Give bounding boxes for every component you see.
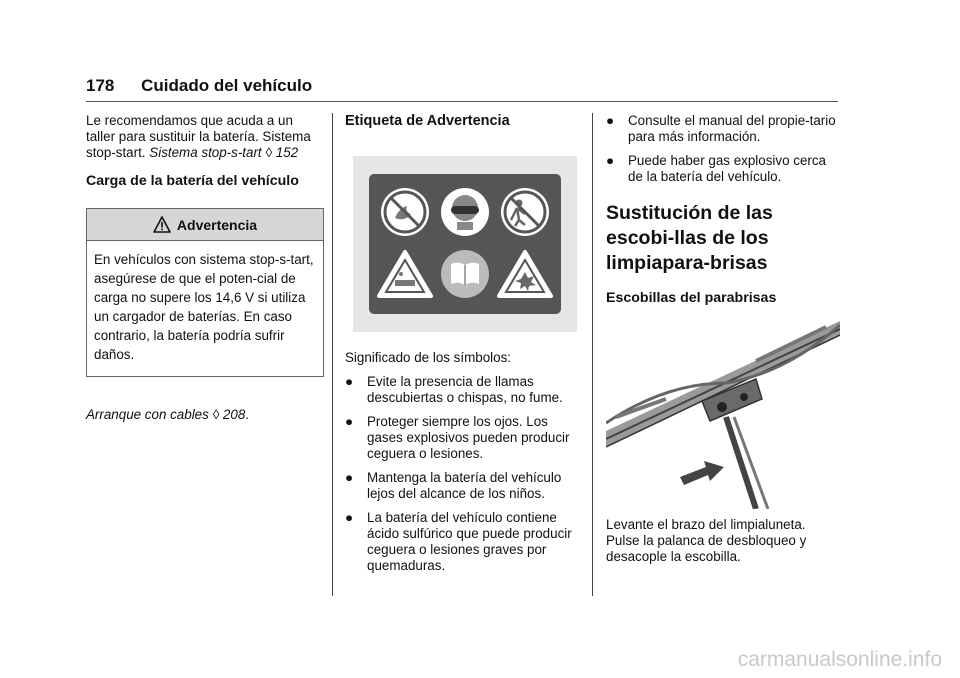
header-rule bbox=[86, 101, 838, 102]
warning-body: En vehículos con sistema stop-s-tart, asegúrese de que el poten-cial de carga no supere los 14,6 V si utiliza un cargador de baterías. En caso contrario, la batería podría sufrir daños. bbox=[94, 252, 314, 362]
no-flame-icon bbox=[381, 188, 429, 236]
read-manual-icon bbox=[441, 250, 489, 298]
bullet-icon: ● bbox=[606, 113, 615, 128]
warning-label-image bbox=[353, 156, 577, 332]
warning-title: Advertencia bbox=[176, 216, 258, 233]
warning-triangle-icon bbox=[153, 216, 171, 233]
intro-ref-link[interactable]: Sistema stop-s-tart ◊ 152 bbox=[149, 145, 299, 160]
column-2 bbox=[345, 113, 579, 574]
section-heading-wiper-blades: Sustitución de las escobi-llas de los limpiapara-brisas bbox=[606, 202, 773, 274]
bullet-icon: ● bbox=[345, 510, 354, 525]
jump-ref-page: 208 bbox=[222, 407, 246, 422]
section-heading-warning-label: Etiqueta de Advertencia bbox=[345, 113, 510, 129]
bullet-icon: ● bbox=[606, 153, 615, 168]
list-item: ● Consulte el manual del propie-tario para más información. bbox=[606, 113, 836, 144]
list-item: ● Proteger siempre los ojos. Los gases explosivos pueden producir ceguera o lesiones. bbox=[345, 414, 570, 461]
eye-protection-icon bbox=[441, 188, 489, 236]
bullet-icon: ● bbox=[345, 374, 354, 389]
bullet-icon: ● bbox=[345, 470, 354, 485]
intro-text: Le recomendamos que acuda a un taller para sustituir la batería. Sistema stop-start. bbox=[86, 113, 311, 160]
symbols-intro: Significado de los símbolos: bbox=[345, 350, 511, 365]
jump-ref-text: Arranque con cables bbox=[86, 407, 209, 422]
ref-glyph: ◊ bbox=[265, 145, 273, 160]
wiper-blade-removal-illustration bbox=[606, 321, 840, 509]
battery-warning-label-illustration bbox=[353, 156, 577, 332]
watermark: carmanualsonline.info bbox=[737, 648, 942, 671]
page-title: Cuidado del vehículo bbox=[141, 76, 313, 95]
column-divider-1 bbox=[332, 113, 333, 596]
column-divider-2 bbox=[592, 113, 593, 596]
wiper-caption: Levante el brazo del limpialuneta. Pulse la palanca de desbloqueo y desacople la escobilla. bbox=[606, 517, 807, 564]
list-item: ● La batería del vehículo contiene ácido sulfúrico que puede producir ceguera o lesiones graves por quemaduras. bbox=[345, 510, 572, 573]
list-item: ● Puede haber gas explosivo cerca de la batería del vehículo. bbox=[606, 153, 827, 184]
keep-from-children-icon bbox=[501, 188, 549, 236]
warning-header bbox=[87, 209, 323, 241]
warning-box bbox=[86, 208, 324, 377]
ref-glyph: ◊ bbox=[212, 407, 220, 422]
list-item: ● Evite la presencia de llamas descubiertas o chispas, no fume. bbox=[345, 374, 563, 405]
wiper-illustration bbox=[606, 321, 840, 509]
jump-start-ref[interactable]: Arranque con cables ◊ 208. bbox=[86, 407, 249, 422]
list-item: ● Mantenga la batería del vehículo lejos del alcance de los niños. bbox=[345, 470, 562, 501]
intro-paragraph bbox=[86, 113, 324, 161]
page-number: 178 bbox=[86, 76, 115, 95]
column-3 bbox=[606, 113, 840, 565]
subheading-windshield-blades: Escobillas del parabrisas bbox=[606, 290, 777, 306]
page-header bbox=[86, 76, 312, 96]
section-heading-battery-charging: Carga de la batería del vehículo bbox=[86, 173, 299, 189]
bullet-icon: ● bbox=[345, 414, 354, 429]
column-1 bbox=[86, 113, 324, 423]
